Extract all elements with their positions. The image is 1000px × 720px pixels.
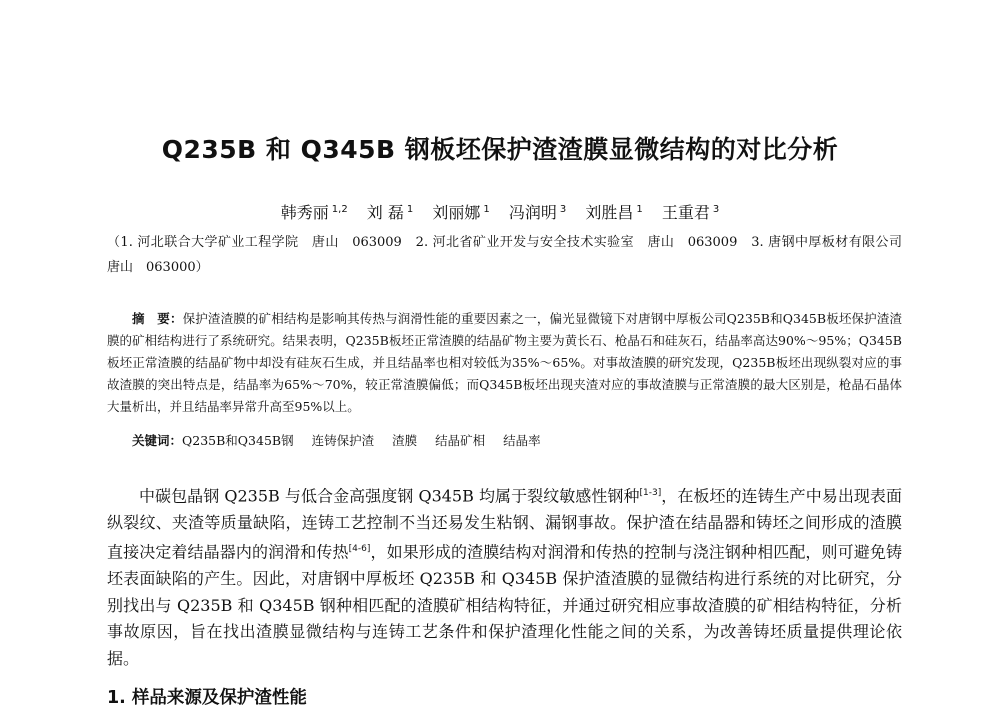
- author-name: 刘胜昌: [585, 203, 634, 222]
- author: [585, 203, 642, 222]
- keywords-label: 关键词：: [132, 433, 183, 448]
- author: [432, 203, 489, 222]
- author-affiliation-mark: 3: [712, 203, 720, 215]
- keyword: 结晶矿相: [435, 433, 486, 448]
- citation: [4-6]: [348, 544, 371, 555]
- keyword: 结晶率: [503, 433, 541, 448]
- section-heading: 1. 样品来源及保护渣性能: [107, 688, 307, 708]
- keyword: Q235B和Q345B钢: [182, 433, 294, 448]
- author-name: 韩秀丽: [280, 203, 329, 222]
- abstract-label: 摘 要：: [132, 311, 183, 326]
- author-affiliation-mark: 1: [406, 203, 414, 215]
- keywords: [132, 430, 902, 452]
- author-name: 刘丽娜: [432, 203, 481, 222]
- keyword: 渣膜: [392, 433, 418, 448]
- author-affiliation-mark: 3: [559, 203, 567, 215]
- body-text-part: ，在板坯的连铸生产中易出现表面纵裂纹、夹渣等质量缺陷，连铸工艺控制不当还易发生粘钢、漏钢事故。保护渣在结晶器和铸坯之间形成的渣膜直接决定着结晶器内的润滑和传热: [107, 486, 902, 562]
- body-text-part: 中碳包晶钢 Q235B 与低合金高强度钢 Q345B 均属于裂纹敏感性钢种: [139, 486, 640, 506]
- author: [367, 203, 413, 222]
- abstract: [107, 308, 902, 418]
- author-affiliation-mark: 1: [483, 203, 490, 215]
- author-affiliation-mark: 1: [636, 203, 643, 215]
- author-name: 刘 磊: [366, 203, 404, 222]
- author-name: 冯润明: [508, 203, 557, 222]
- affiliations: （1. 河北联合大学矿业工程学院 唐山 063009 2. 河北省矿业开发与安全技术实验室 唐山 063009 3. 唐钢中厚板材有限公司 唐山 063000）: [107, 235, 916, 275]
- author-name: 王重君: [661, 203, 710, 222]
- keyword: 连铸保护渣: [311, 433, 375, 448]
- author-list: [0, 200, 1000, 223]
- paper-title: Q235B 和 Q345B 钢板坯保护渣渣膜显微结构的对比分析: [161, 135, 839, 164]
- author: [662, 203, 719, 222]
- author-affiliation-mark: 1,2: [331, 203, 348, 215]
- author: [509, 203, 566, 222]
- abstract-text: 保护渣渣膜的矿相结构是影响其传热与润滑性能的重要因素之一，偏光显微镜下对唐钢中厚板公司Q235B和Q345B板坯保护渣渣膜的矿相结构进行了系统研究。结果表明，Q235B板坯正常渣膜的结晶矿物主要为黄长石、枪晶石和硅灰石，结晶率高达90%～95%；Q345B板坯正常渣膜的结晶矿物中却没有硅灰石生成，并且结晶率也相对较低为35%～65%。对事故渣膜的研究发现，Q235B板坯出现纵裂对应的事故渣膜的突出特点是，结晶率为65%～70%，较正常渣膜偏低；而Q345B板坯出现夹渣对应的事故渣膜与正常渣膜的最大区别是，枪晶石晶体大量析出，并且结晶率异常升高至95%以上。: [107, 311, 902, 414]
- author: [281, 203, 348, 222]
- citation: [1-3]: [639, 488, 662, 498]
- body-text-part: ，如果形成的渣膜结构对润滑和传热的控制与浇注钢种相匹配，则可避免铸坯表面缺陷的产生。因此，对唐钢中厚板坯 Q235B 和 Q345B 保护渣渣膜的显微结构进行系统的对比研究，分别找出与 Q235B 和 Q345B 钢种相匹配的渣膜矿相结构特征，并通过研究相应事故渣膜的矿相结构特征，分析事故原因，旨在找出渣膜显微结构与连铸工艺条件和保护渣理化性能之间的关系，为改善铸坯质量提供理论依据。: [107, 542, 902, 668]
- body-paragraph: [107, 480, 902, 672]
